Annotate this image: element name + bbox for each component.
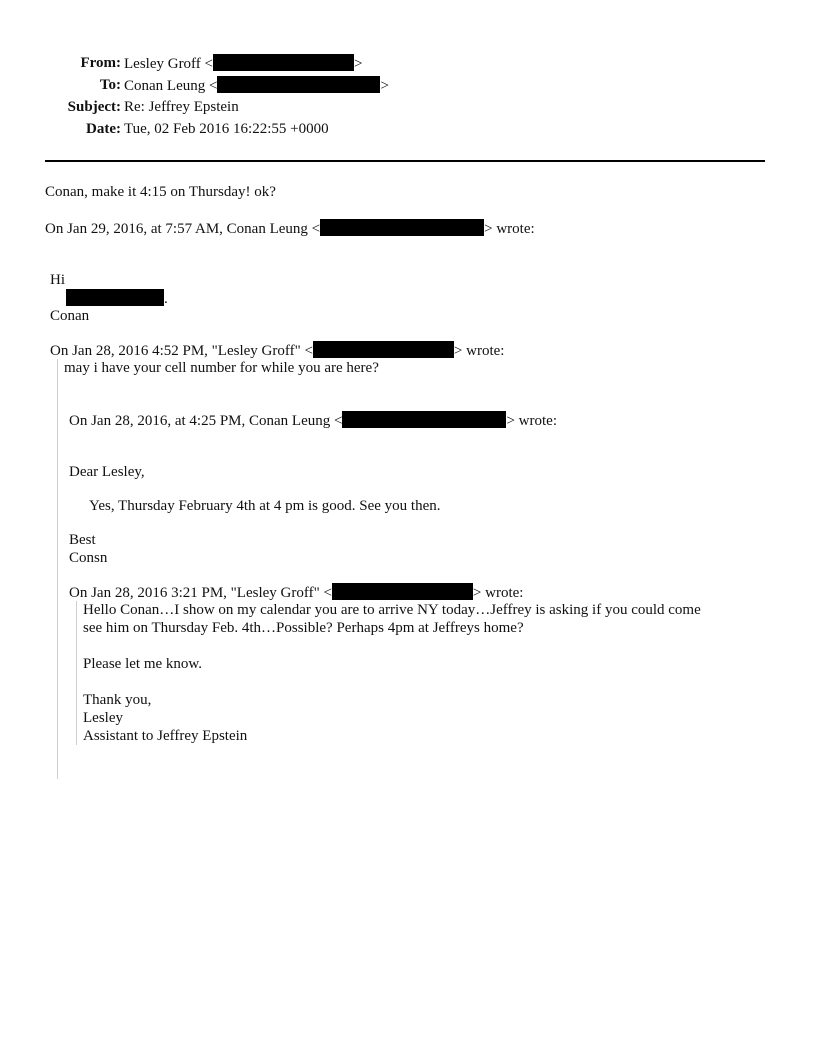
from-row: From: Lesley Groff < > xyxy=(80,55,363,72)
redacted-block xyxy=(342,411,506,428)
date-row xyxy=(0,120,800,138)
quote-intro-4: On Jan 28, 2016 3:21 PM, "Lesley Groff" < > wrote: xyxy=(69,585,524,601)
redacted-block xyxy=(313,341,454,358)
quote-intro-2: On Jan 28, 2016 4:52 PM, "Lesley Groff" < > wrote: xyxy=(50,343,505,359)
date-label: Date: xyxy=(86,121,121,137)
quote1-redacted-line: . xyxy=(66,289,168,308)
quote-bar-inner xyxy=(76,601,77,745)
redacted-block xyxy=(217,76,380,93)
from-label: From: xyxy=(80,55,121,71)
quote4-line-1: Hello Conan…I show on my calendar you are to arrive NY today…Jeffrey is asking if you could come xyxy=(83,602,701,618)
quote-intro-1: On Jan 29, 2016, at 7:57 AM, Conan Leung < > wrote: xyxy=(45,221,535,237)
quote3-signature: Consn xyxy=(69,550,108,566)
quote1-signature: Conan xyxy=(50,308,90,324)
redacted-block xyxy=(66,289,164,306)
quote4-please: Please let me know. xyxy=(83,656,202,672)
to-label: To: xyxy=(99,77,121,93)
quote3-text: Yes, Thursday February 4th at 4 pm is good. See you then. xyxy=(89,498,441,514)
subject-row xyxy=(0,98,800,116)
quote4-title: Assistant to Jeffrey Epstein xyxy=(83,728,248,744)
redacted-block xyxy=(320,219,484,236)
quote-intro-3: On Jan 28, 2016, at 4:25 PM, Conan Leung < > wrote: xyxy=(69,413,557,429)
quote2-text: may i have your cell number for while you are here? xyxy=(64,360,379,376)
quote1-hi: Hi xyxy=(50,272,65,288)
date-text: Tue, 02 Feb 2016 16:22:55 +0000 xyxy=(124,121,329,137)
header-divider xyxy=(45,160,765,162)
quote3-best: Best xyxy=(69,532,96,548)
redacted-block xyxy=(332,583,473,600)
quote4-thanks: Thank you, xyxy=(83,692,152,708)
to-name: Conan Leung xyxy=(124,78,206,94)
from-name: Lesley Groff xyxy=(124,56,201,72)
redacted-block xyxy=(213,54,354,71)
subject-text: Re: Jeffrey Epstein xyxy=(124,99,239,115)
quote4-name: Lesley xyxy=(83,710,123,726)
reply-line: Conan, make it 4:15 on Thursday! ok? xyxy=(45,184,276,200)
to-row: To: Conan Leung < > xyxy=(99,77,389,94)
quote4-line-2: see him on Thursday Feb. 4th…Possible? Perhaps 4pm at Jeffreys home? xyxy=(83,620,524,636)
quote3-greeting: Dear Lesley, xyxy=(69,464,145,480)
quote-bar-outer xyxy=(57,359,58,779)
subject-label: Subject: xyxy=(67,99,121,115)
